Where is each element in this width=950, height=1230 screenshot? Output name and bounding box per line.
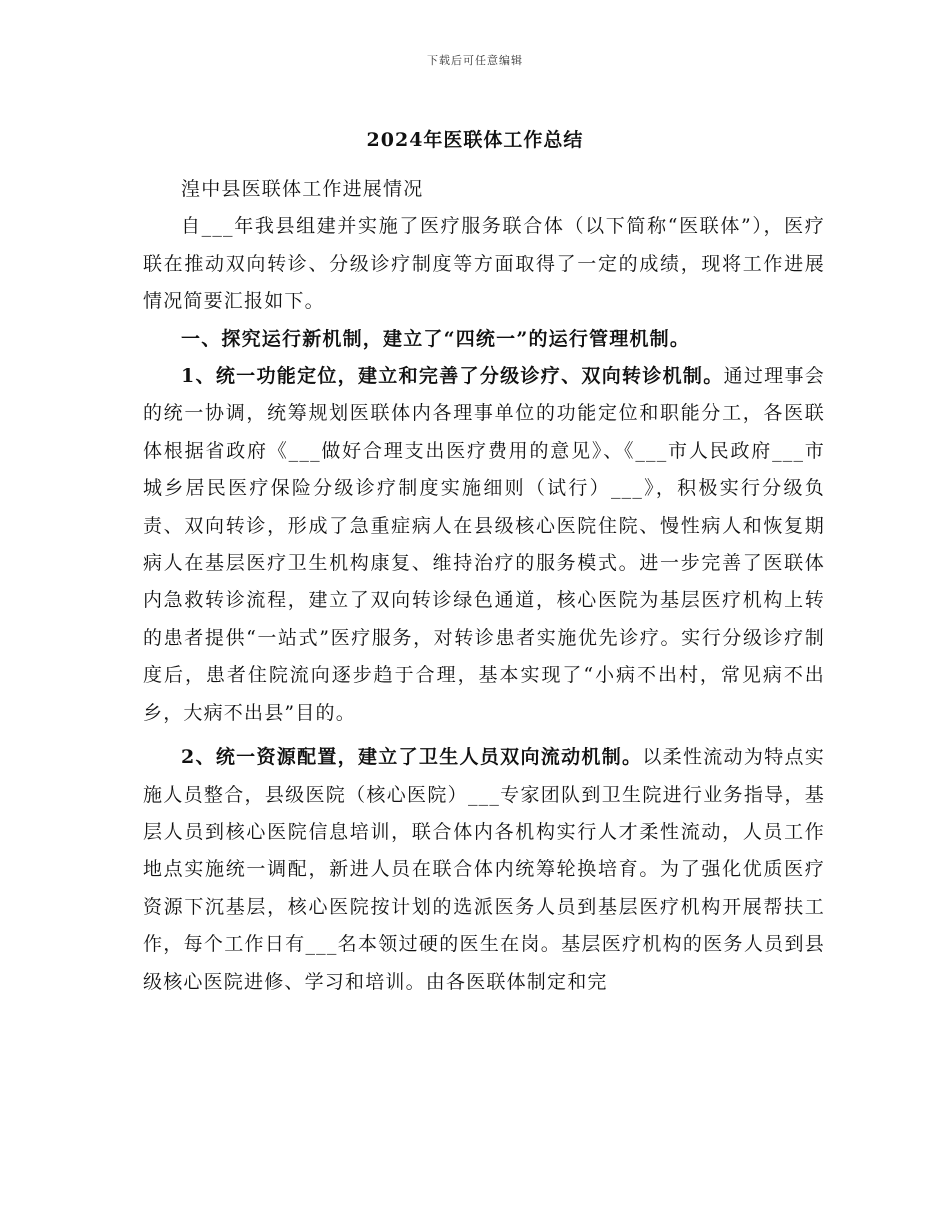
section-1-heading: 一、探究运行新机制，建立了“四统一”的运行管理机制。 (181, 327, 691, 350)
document-title: 2024年医联体工作总结 (366, 129, 584, 151)
paragraph-spacer (143, 732, 825, 739)
item-1-heading: 1、统一功能定位，建立和完善了分级诊疗、双向转诊机制。 (181, 365, 724, 388)
intro-paragraph: 自___年我县组建并实施了医疗服务联合体（以下简称“医联体”），医疗联在推动双向转诊、分级诊疗制度等方面取得了一定的成绩，现将工作进展情况简要汇报如下。 (143, 215, 825, 313)
item-2-paragraph (143, 739, 825, 1001)
item-1-text: 通过理事会的统一协调，统筹规划医联体内各理事单位的功能定位和职能分工，各医联体根据省政府《___做好合理支出医疗费用的意见》、《___市人民政府___市城乡居民医疗保险分级诊疗制度实施细则（试行）___》，积极实行分级负责、双向转诊，形成了急重症病人在县级核心医院住院、慢性病人和恢复期病人在基层医疗卫生机构康复、维持治疗的服务模式。进一步完善了医联体内急救转诊流程，建立了双向转诊绿色通道，核心医院为基层医疗机构上转的患者提供“一站式”医疗服务，对转诊患者实施优先诊疗。实行分级诊疗制度后，患者住院流向逐步趋于合理，基本实现了“小病不出村，常见病不出乡，大病不出县”目的。 (143, 365, 825, 724)
page-header: 下载后可任意编辑 (427, 54, 523, 67)
item-1-paragraph (143, 358, 825, 732)
subtitle-paragraph: 湟中县医联体工作进展情况 (181, 178, 424, 200)
document-body (143, 171, 825, 1001)
item-2-heading: 2、统一资源配置，建立了卫生人员双向流动机制。 (181, 746, 643, 769)
item-2-text: 以柔性流动为特点实施人员整合，县级医院（核心医院）___专家团队到卫生院进行业务指导，基层人员到核心医院信息培训，联合体内各机构实行人才柔性流动，人员工作地点实施统一调配，新进人员在联合体内统筹轮换培育。为了强化优质医疗资源下沉基层，核心医院按计划的选派医务人员到基层医疗机构开展帮扶工作，每个工作日有___名本领过硬的医生在岗。基层医疗机构的医务人员到县级核心医院进修、学习和培训。由各医联体制定和完 (143, 746, 825, 993)
